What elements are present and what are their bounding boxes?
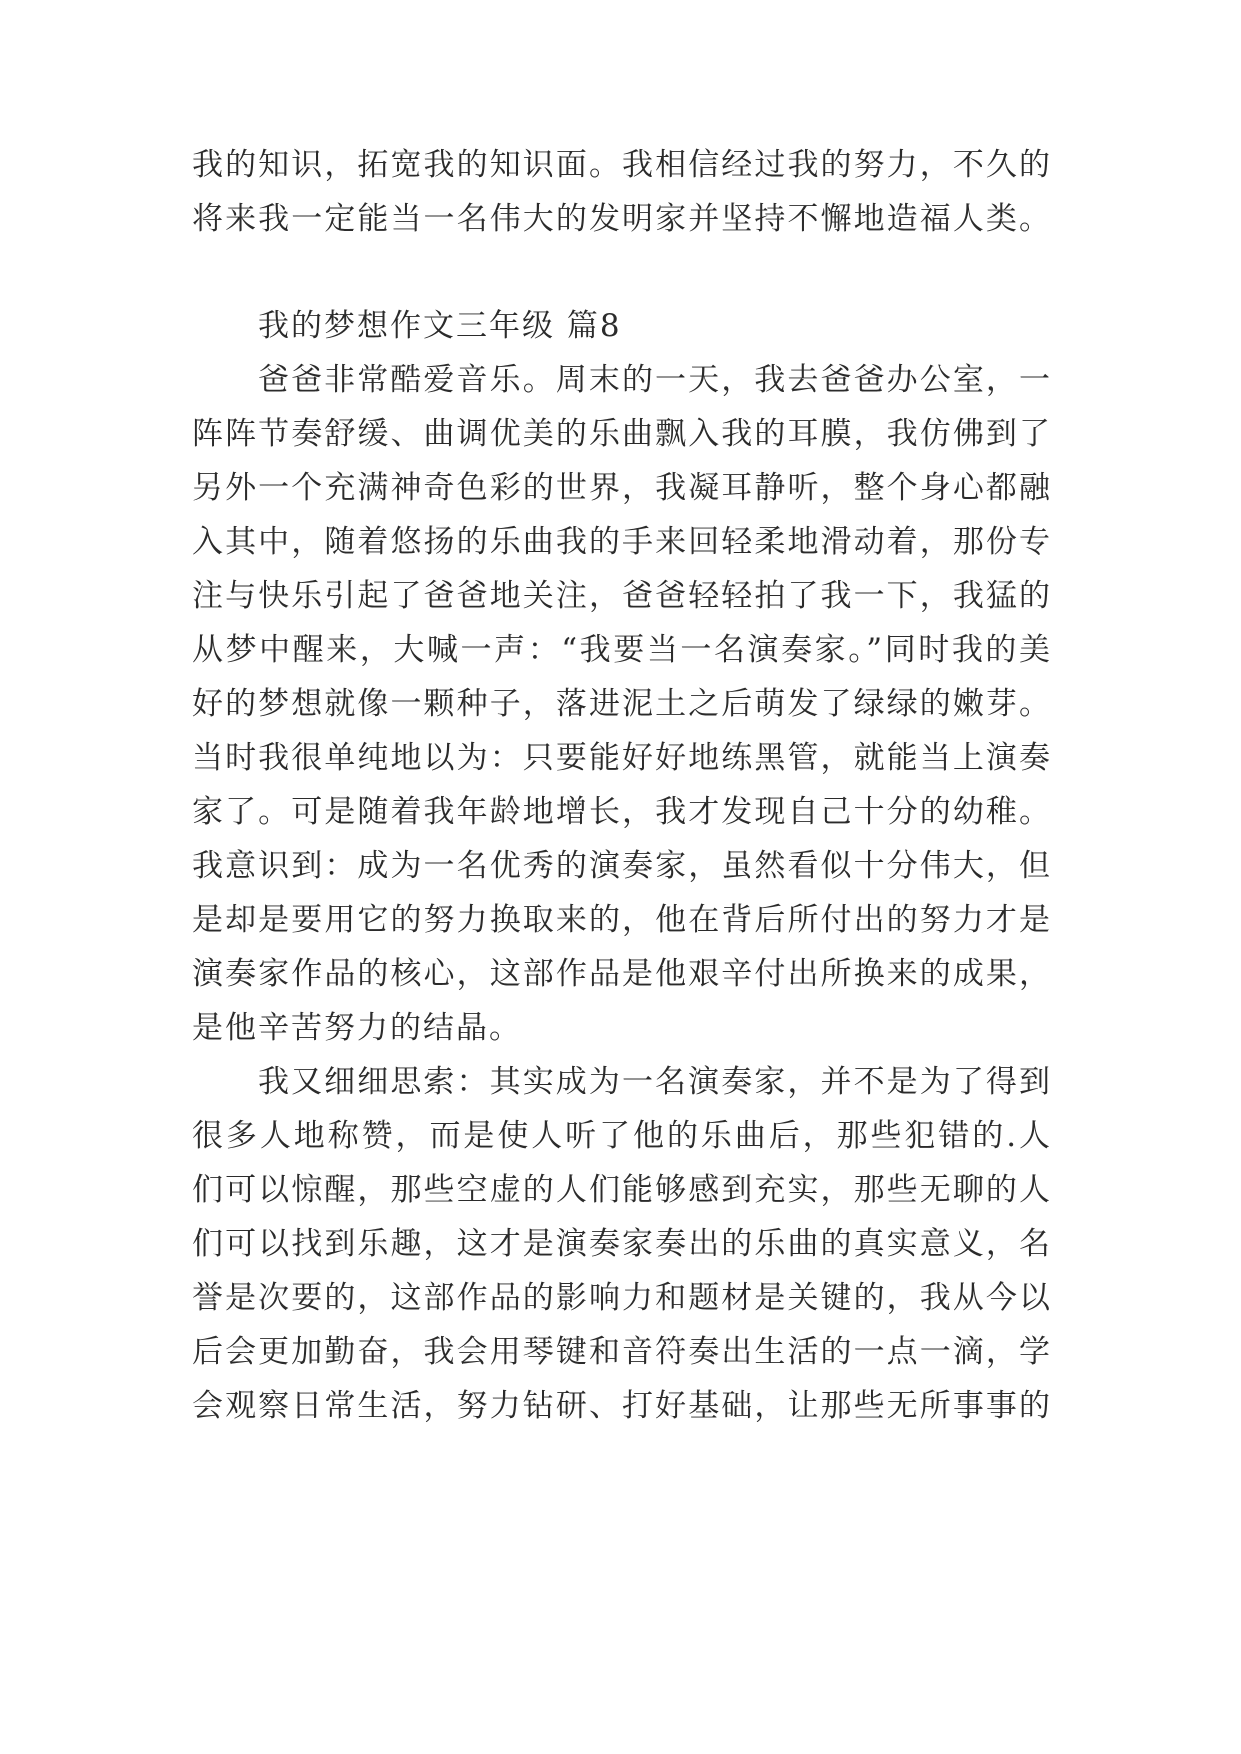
- intro-line-1: 我的知识，拓宽我的知识面。我相信经过我的努力，不久的: [192, 147, 1052, 183]
- paragraph1-line-13: 是他辛苦努力的结晶。: [192, 1010, 522, 1046]
- paragraph2-line-4: 们可以找到乐趣，这才是演奏家奏出的乐曲的真实意义，名: [192, 1226, 1052, 1262]
- paragraph2-line-6: 后会更加勤奋，我会用琴键和音符奏出生活的一点一滴，学: [192, 1334, 1052, 1370]
- paragraph1-line-8: 当时我很单纯地以为：只要能好好地练黑管，就能当上演奏: [192, 740, 1052, 776]
- paragraph1-line-7: 好的梦想就像一颗种子，落进泥土之后萌发了绿绿的嫩芽。: [192, 686, 1052, 722]
- intro-line-2: 将来我一定能当一名伟大的发明家并坚持不懈地造福人类。: [192, 201, 1052, 237]
- paragraph1-line-2: 阵阵节奏舒缓、曲调优美的乐曲飘入我的耳膜，我仿佛到了: [192, 416, 1052, 452]
- paragraph2-line-3: 们可以惊醒，那些空虚的人们能够感到充实，那些无聊的人: [192, 1172, 1052, 1208]
- paragraph1-line-10: 我意识到：成为一名优秀的演奏家，虽然看似十分伟大，但: [192, 848, 1052, 884]
- paragraph2-line-7: 会观察日常生活，努力钻研、打好基础，让那些无所事事的: [192, 1388, 1052, 1424]
- paragraph2-line-5: 誉是次要的，这部作品的影响力和题材是关键的，我从今以: [192, 1280, 1052, 1316]
- paragraph1-line-3: 另外一个充满神奇色彩的世界，我凝耳静听，整个身心都融: [192, 470, 1052, 506]
- paragraph1-line-5: 注与快乐引起了爸爸地关注，爸爸轻轻拍了我一下，我猛的: [192, 578, 1052, 614]
- paragraph1-line-6: 从梦中醒来，大喊一声：“我要当一名演奏家。”同时我的美: [192, 632, 1052, 668]
- paragraph1-line-11: 是却是要用它的努力换取来的，他在背后所付出的努力才是: [192, 902, 1052, 938]
- paragraph1-line-12: 演奏家作品的核心，这部作品是他艰辛付出所换来的成果，: [192, 956, 1052, 992]
- section-title: 我的梦想作文三年级 篇8: [258, 308, 622, 344]
- paragraph2-line-2: 很多人地称赞，而是使人听了他的乐曲后，那些犯错的.人: [192, 1118, 1052, 1154]
- paragraph1-line-1: 爸爸非常酷爱音乐。周末的一天，我去爸爸办公室，一: [258, 362, 1052, 398]
- paragraph1-line-9: 家了。可是随着我年龄地增长，我才发现自己十分的幼稚。: [192, 794, 1052, 830]
- paragraph1-line-4: 入其中，随着悠扬的乐曲我的手来回轻柔地滑动着，那份专: [192, 524, 1052, 560]
- paragraph2-line-1: 我又细细思索：其实成为一名演奏家，并不是为了得到: [258, 1064, 1052, 1100]
